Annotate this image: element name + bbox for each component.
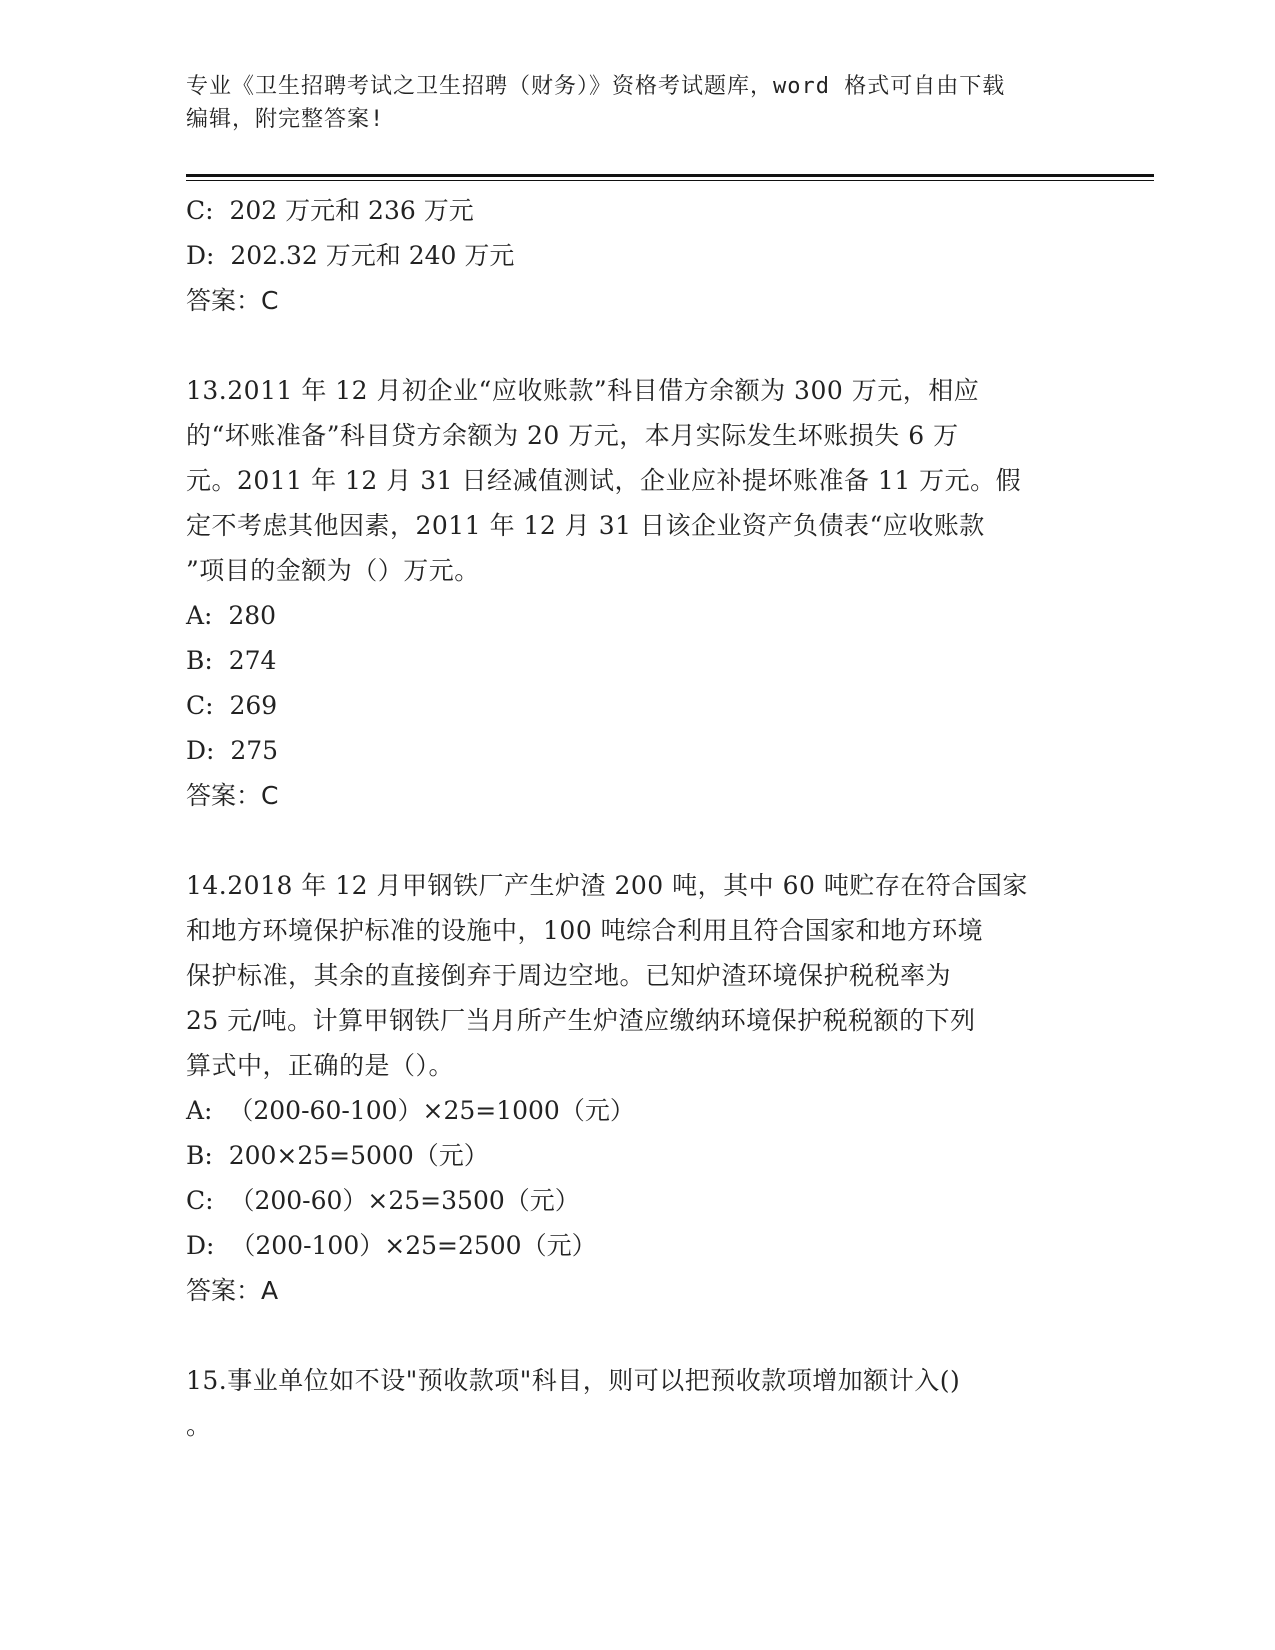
option-b: B: 200×25=5000（元） [186,1141,489,1170]
option-d: D: 275 [186,736,279,765]
question-stem-line: 13.2011 年 12 月初企业“应收账款”科目借方余额为 300 万元，相应 [186,376,980,405]
question-stem-line: 保护标准，其余的直接倒弃于周边空地。已知炉渣环境保护税税率为 [186,961,952,990]
header-divider-thick [186,174,1154,177]
option-d: D: 202.32 万元和 240 万元 [186,241,515,270]
option-a: A: （200-60-100）×25=1000（元） [186,1096,635,1125]
option-d: D: （200-100）×25=2500（元） [186,1231,597,1260]
document-header [186,70,1106,136]
question-stem-line: 的“坏账准备”科目贷方余额为 20 万元，本月实际发生坏账损失 6 万 [186,421,959,450]
question-stem-line: 和地方环境保护标准的设施中，100 吨综合利用且符合国家和地方环境 [186,916,984,945]
question-stem-line: 定不考虑其他因素，2011 年 12 月 31 日该企业资产负债表“应收账款 [186,511,985,540]
document-body [186,188,1086,1448]
header-line-1: 专业《卫生招聘考试之卫生招聘（财务）》资格考试题库，word 格式可自由下载 [186,74,1006,99]
question-stem-line: 。 [186,1411,212,1440]
spacer [186,818,1086,863]
option-c: C: （200-60）×25=3500（元） [186,1186,580,1215]
header-divider-thin [186,180,1154,181]
question-15 [186,1358,1086,1448]
option-c: C: 202 万元和 236 万元 [186,196,474,225]
question-12-continued [186,188,1086,323]
option-b: B: 274 [186,646,277,675]
question-stem-line: 15.事业单位如不设"预收款项"科目，则可以把预收款项增加额计入() [186,1366,961,1395]
option-a: A: 280 [186,601,277,630]
answer-label: 答案：C [186,781,279,810]
option-c: C: 269 [186,691,278,720]
spacer [186,1313,1086,1358]
spacer [186,323,1086,368]
question-14 [186,863,1086,1313]
question-stem-line: 元。2011 年 12 月 31 日经减值测试，企业应补提坏账准备 11 万元。假 [186,466,1022,495]
question-stem-line: 25 元/吨。计算甲钢铁厂当月所产生炉渣应缴纳环境保护税税额的下列 [186,1006,976,1035]
answer-label: 答案：A [186,1276,279,1305]
question-stem-line: ”项目的金额为（）万元。 [186,556,480,585]
question-13 [186,368,1086,818]
header-line-2: 编辑，附完整答案! [186,107,385,132]
question-stem-line: 算式中，正确的是（）。 [186,1051,455,1080]
question-stem-line: 14.2018 年 12 月甲钢铁厂产生炉渣 200 吨，其中 60 吨贮存在符合国家 [186,871,1028,900]
answer-label: 答案：C [186,286,279,315]
